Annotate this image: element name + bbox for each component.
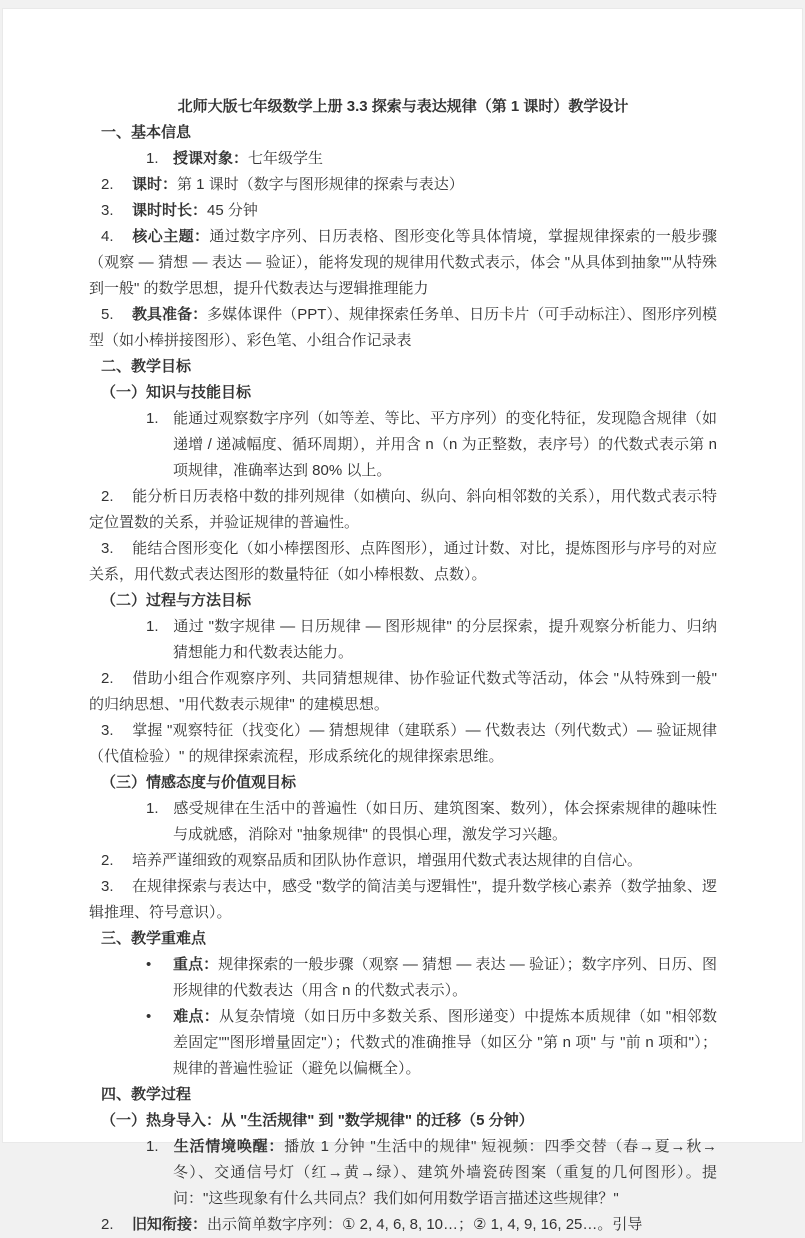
doc-paragraph xyxy=(89,406,717,484)
doc-paragraph xyxy=(89,718,717,770)
doc-paragraph xyxy=(89,302,717,354)
list-number: 3. xyxy=(101,722,114,739)
document-title: 北师大版七年级数学上册 3.3 探索与表达规律（第 1 课时）教学设计 xyxy=(177,98,629,115)
doc-heading xyxy=(89,380,717,406)
list-number: 1. xyxy=(146,618,159,635)
doc-paragraph xyxy=(89,172,717,198)
doc-paragraph xyxy=(89,198,717,224)
doc-heading xyxy=(89,588,717,614)
list-number: 3. xyxy=(101,878,114,895)
text-run: 掌握 "观察特征（找变化）— 猜想规律（建联系）— 代数表达（列代数式）— 验证规律（代值检验）" 的规律探索流程，形成系统化的规律探索思维。 xyxy=(89,722,717,765)
bullet-icon: • xyxy=(146,1008,152,1025)
text-run: 一、基本信息 xyxy=(101,124,192,141)
list-number: 1. xyxy=(146,800,159,817)
list-number: 2. xyxy=(101,488,114,505)
list-number: 2. xyxy=(101,1216,114,1233)
list-number: 1. xyxy=(146,1138,159,1155)
doc-paragraph xyxy=(89,874,717,926)
text-run: 教具准备： xyxy=(132,306,208,323)
doc-paragraph xyxy=(89,536,717,588)
text-run: 借助小组合作观察序列、共同猜想规律、协作验证代数式等活动，体会 "从特殊到一般" 的归纳思想、"用代数表示规律" 的建模思想。 xyxy=(89,670,717,713)
doc-heading xyxy=(89,1082,717,1108)
doc-heading xyxy=(89,926,717,952)
text-run: 45 分钟 xyxy=(207,202,258,219)
text-run: 能结合图形变化（如小棒摆图形、点阵图形），通过计数、对比，提炼图形与序号的对应关系，用代数式表达图形的数量特征（如小棒根数、点数）。 xyxy=(89,540,717,583)
document-body xyxy=(89,120,717,1238)
doc-paragraph xyxy=(89,666,717,718)
text-run: 第 1 课时（数字与图形规律的探索与表达） xyxy=(177,176,464,193)
list-number: 3. xyxy=(101,540,114,557)
text-run: （一）热身导入：从 "生活规律" 到 "数学规律" 的迁移（5 分钟） xyxy=(101,1112,534,1129)
doc-paragraph xyxy=(89,614,717,666)
text-run: 二、教学目标 xyxy=(101,358,192,375)
text-run: （二）过程与方法目标 xyxy=(101,592,252,609)
doc-paragraph xyxy=(89,796,717,848)
list-number: 5. xyxy=(101,306,114,323)
doc-heading xyxy=(89,354,717,380)
text-run: 能分析日历表格中数的排列规律（如横向、纵向、斜向相邻数的关系），用代数式表示特定位置数的关系，并验证规律的普遍性。 xyxy=(89,488,717,531)
text-run: （三）情感态度与价值观目标 xyxy=(101,774,297,791)
doc-heading xyxy=(89,1108,717,1134)
text-run: 授课对象： xyxy=(173,150,249,167)
text-run: 生活情境唤醒： xyxy=(173,1138,285,1155)
text-run: 感受规律在生活中的普遍性（如日历、建筑图案、数列），体会探索规律的趣味性与成就感，消除对 "抽象规律" 的畏惧心理，激发学习兴趣。 xyxy=(173,800,717,843)
list-number: 2. xyxy=(101,176,114,193)
text-run: 七年级学生 xyxy=(248,150,324,167)
doc-paragraph xyxy=(89,952,717,1004)
text-run: 多媒体课件（PPT）、规律探索任务单、日历卡片（可手动标注）、图形序列模型（如小棒拼接图形）、彩色笔、小组合作记录表 xyxy=(89,306,717,349)
doc-paragraph xyxy=(89,484,717,536)
list-number: 1. xyxy=(146,150,159,167)
list-number: 4. xyxy=(101,228,114,245)
text-run: 在规律探索与表达中，感受 "数学的简洁美与逻辑性"，提升数学核心素养（数学抽象、逻辑推理、符号意识）。 xyxy=(89,878,717,921)
doc-paragraph xyxy=(89,848,717,874)
doc-paragraph xyxy=(89,1212,717,1238)
text-run: 规律探索的一般步骤（观察 — 猜想 — 表达 — 验证）；数字序列、日历、图形规律的代数表达（用含 n 的代数式表示）。 xyxy=(173,956,717,999)
text-run: 从复杂情境（如日历中多数关系、图形递变）中提炼本质规律（如 "相邻数差固定""图形增量固定"）；代数式的准确推导（如区分 "第 n 项" 与 "前 n 项和"）；规律的普遍性验证（避免以偏概全）。 xyxy=(173,1008,717,1077)
text-run: 课时： xyxy=(132,176,178,193)
text-run: 培养严谨细致的观察品质和团队协作意识，增强用代数式表达规律的自信心。 xyxy=(132,852,643,869)
doc-paragraph xyxy=(89,224,717,302)
bullet-icon: • xyxy=(146,956,152,973)
text-run: 通过数字序列、日历表格、图形变化等具体情境，掌握规律探索的一般步骤（观察 — 猜想 — 表达 — 验证），能将发现的规律用代数式表示，体会 "从具体到抽象""从特殊到一般" 的数学思想，提升代数表达与逻辑推理能力 xyxy=(89,228,717,297)
text-run: （一）知识与技能目标 xyxy=(101,384,252,401)
doc-heading xyxy=(89,120,717,146)
text-run: 重点： xyxy=(173,956,219,973)
text-run: 出示简单数字序列：① 2, 4, 6, 8, 10…；② 1, 4, 9, 16, 25…。引导 xyxy=(207,1216,643,1233)
list-number: 1. xyxy=(146,410,159,427)
text-run: 三、教学重难点 xyxy=(101,930,207,947)
text-run: 核心主题： xyxy=(132,228,210,245)
text-run: 播放 1 分钟 "生活中的规律" 短视频：四季交替（春→夏→秋→冬）、交通信号灯（红→黄→绿）、建筑外墙瓷砖图案（重复的几何图形）。提问："这些现象有什么共同点？我们如何用数学语言描述这些规律？" xyxy=(173,1138,717,1207)
doc-paragraph xyxy=(89,146,717,172)
document-content xyxy=(3,9,802,1238)
document-page xyxy=(2,8,803,1233)
text-run: 难点： xyxy=(173,1008,220,1025)
text-run: 能通过观察数字序列（如等差、等比、平方序列）的变化特征，发现隐含规律（如递增 / 递减幅度、循环周期），并用含 n（n 为正整数，表序号）的代数式表示第 n 项规律，准确率达到 80% 以上。 xyxy=(173,410,717,479)
list-number: 2. xyxy=(101,670,114,687)
list-number: 3. xyxy=(101,202,114,219)
text-run: 旧知衔接： xyxy=(132,1216,208,1233)
text-run: 四、教学过程 xyxy=(101,1086,192,1103)
doc-paragraph xyxy=(89,1004,717,1082)
doc-heading xyxy=(89,770,717,796)
doc-paragraph xyxy=(89,1134,717,1212)
text-run: 通过 "数字规律 — 日历规律 — 图形规律" 的分层探索，提升观察分析能力、归纳猜想能力和代数表达能力。 xyxy=(173,618,717,661)
list-number: 2. xyxy=(101,852,114,869)
text-run: 课时时长： xyxy=(132,202,208,219)
